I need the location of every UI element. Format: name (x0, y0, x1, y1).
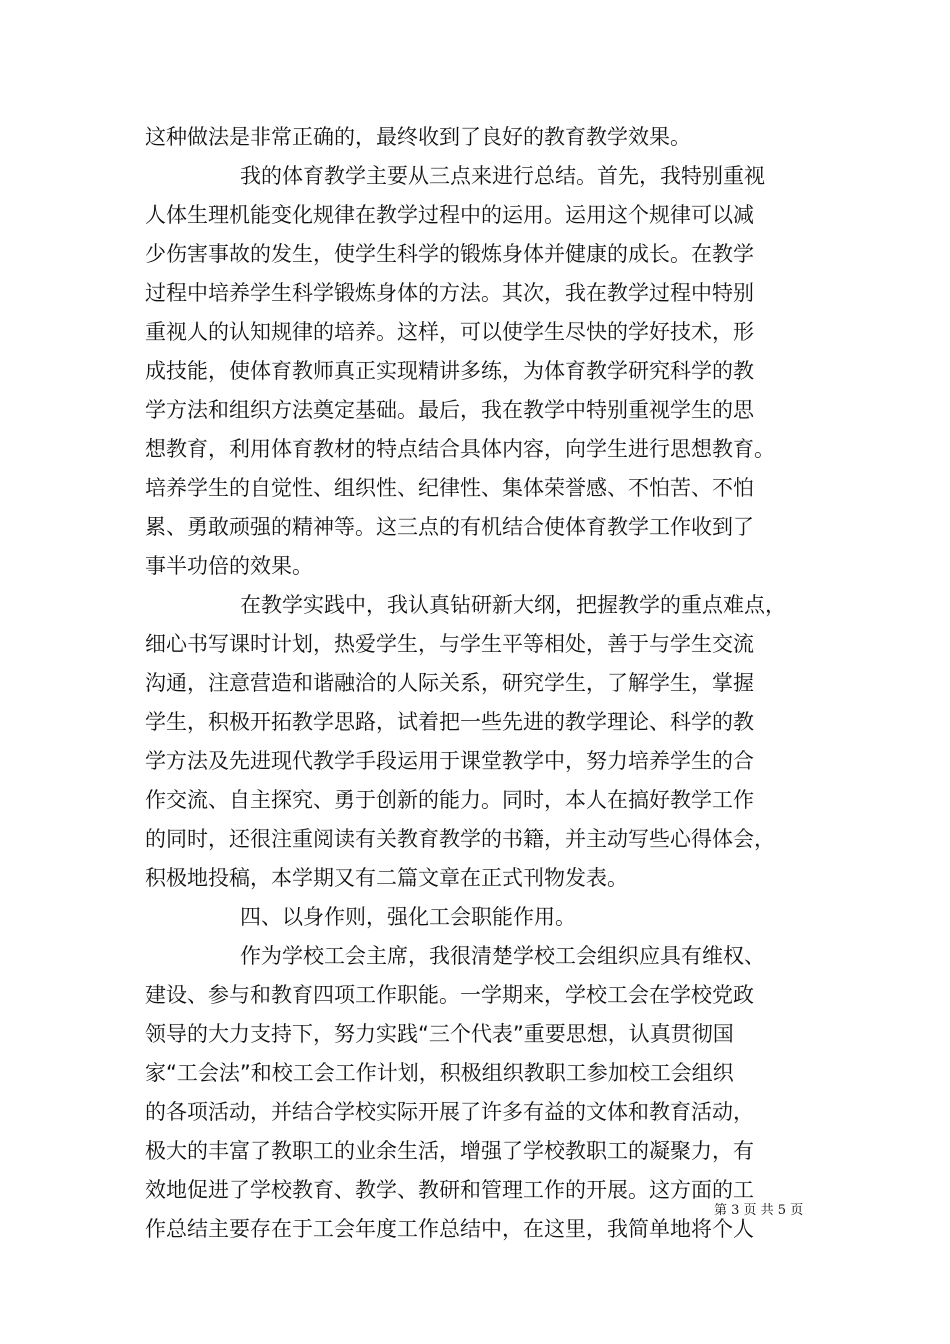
text-line: 人体生理机能变化规律在教学过程中的运用。运用这个规律可以减 (145, 203, 754, 227)
text-line: 建设、参与和教育四项工作职能。一学期来，学校工会在学校党政 (145, 983, 754, 1007)
text-line: 四、以身作则，强化工会职能作用。 (240, 905, 576, 929)
text-line: 极大的丰富了教职工的业余生活，增强了学校教职工的凝聚力，有 (145, 1139, 754, 1163)
text-line: 在教学实践中，我认真钻研新大纲，把握教学的重点难点， (240, 593, 786, 617)
text-line: 学生，积极开拓教学思路，试着把一些先进的教学理论、科学的教 (145, 710, 754, 734)
text-line: 少伤害事故的发生，使学生科学的锻炼身体并健康的成长。在教学 (145, 242, 754, 266)
text-line: 沟通，注意营造和谐融洽的人际关系，研究学生，了解学生，掌握 (145, 671, 754, 695)
text-line: 细心书写课时计划，热爱学生，与学生平等相处，善于与学生交流 (145, 632, 754, 656)
text-line: 学方法和组织方法奠定基础。最后，我在教学中特别重视学生的思 (145, 398, 754, 422)
text-line: 作交流、自主探究、勇于创新的能力。同时，本人在搞好教学工作 (145, 788, 754, 812)
text-line: 想教育，利用体育教材的特点结合具体内容，向学生进行思想教育。 (145, 437, 775, 461)
text-line: 的同时，还很注重阅读有关教育教学的书籍，并主动写些心得体会， (145, 827, 775, 851)
text-line: 成技能，使体育教师真正实现精讲多练，为体育教学研究科学的教 (145, 359, 754, 383)
text-line: 作总结主要存在于工会年度工作总结中，在这里，我简单地将个人 (145, 1217, 754, 1241)
text-line: 这种做法是非常正确的，最终收到了良好的教育教学效果。 (145, 125, 691, 149)
text-line: 家“工会法”和校工会工作计划，积极组织教职工参加校工会组织 (145, 1061, 734, 1085)
text-line: 学方法及先进现代教学手段运用于课堂教学中，努力培养学生的合 (145, 749, 754, 773)
document-body (145, 118, 815, 1249)
text-line: 过程中培养学生科学锻炼身体的方法。其次，我在教学过程中特别 (145, 281, 754, 305)
text-line: 累、勇敢顽强的精神等。这三点的有机结合使体育教学工作收到了 (145, 515, 754, 539)
text-line: 效地促进了学校教育、教学、教研和管理工作的开展。这方面的工 (145, 1178, 754, 1202)
text-line: 作为学校工会主席，我很清楚学校工会组织应具有维权、 (240, 944, 765, 968)
text-line: 培养学生的自觉性、组织性、纪律性、集体荣誉感、不怕苦、不怕 (145, 476, 754, 500)
text-line: 我的体育教学主要从三点来进行总结。首先，我特别重视 (240, 164, 765, 188)
text-line: 事半功倍的效果。 (145, 554, 313, 578)
text-line: 领导的大力支持下，努力实践“三个代表”重要思想，认真贯彻国 (145, 1022, 734, 1046)
text-line: 的各项活动，并结合学校实际开展了许多有益的文体和教育活动， (145, 1100, 754, 1124)
text-line: 积极地投稿，本学期又有二篇文章在正式刊物发表。 (145, 866, 628, 890)
page-number-footer: 第 3 页 共 5 页 (714, 1203, 804, 1218)
text-line: 重视人的认知规律的培养。这样，可以使学生尽快的学好技术，形 (145, 320, 754, 344)
